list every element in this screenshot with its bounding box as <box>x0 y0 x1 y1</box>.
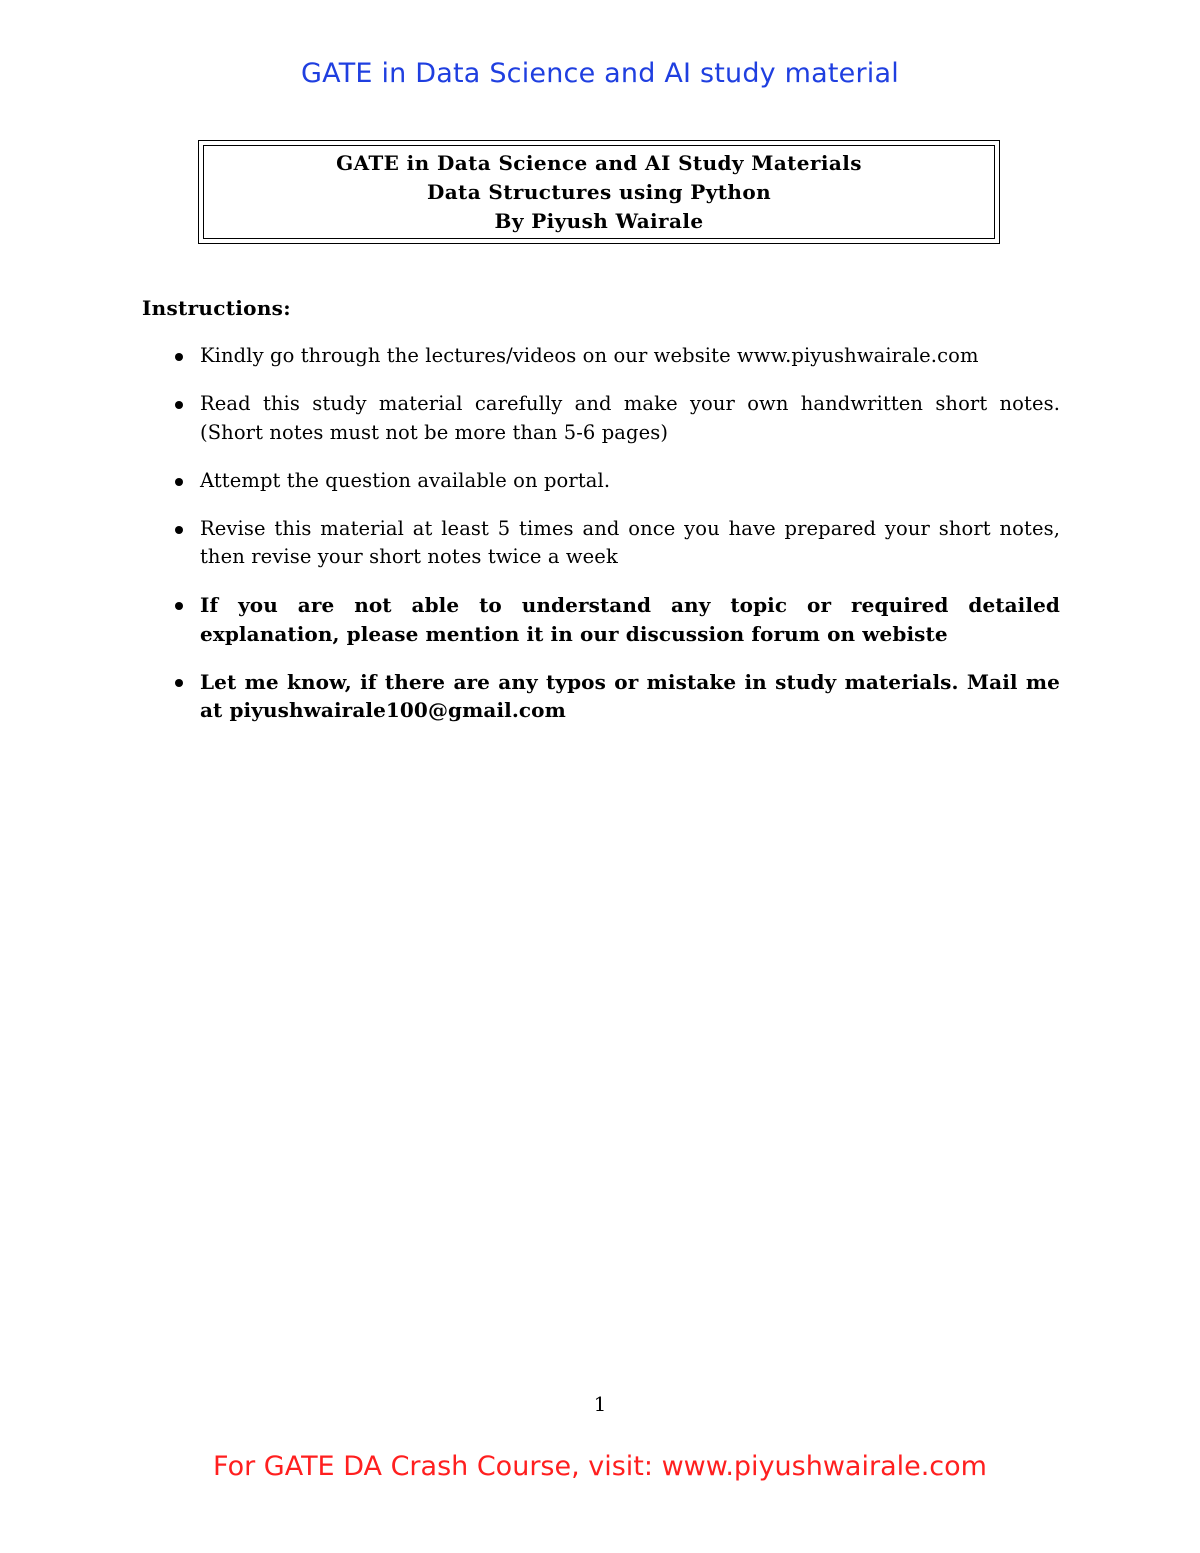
document-title: GATE in Data Science and AI Study Materials <box>336 150 862 175</box>
header-watermark-banner: GATE in Data Science and AI study material <box>301 58 899 89</box>
instruction-item-4 <box>142 515 1060 572</box>
bullet-icon <box>175 478 183 486</box>
instruction-item-1 <box>142 342 1060 371</box>
instruction-text: Let me know, if there are any typos or mistake in study materials. Mail me at piyushwairale100@gmail.com <box>200 669 1060 722</box>
document-subtitle: Data Structures using Python <box>426 179 772 204</box>
title-box <box>198 140 1000 244</box>
bullet-icon <box>175 602 183 610</box>
bullet-icon <box>175 353 183 361</box>
instructions-list <box>142 342 1060 744</box>
instruction-item-2 <box>142 390 1060 447</box>
bullet-icon <box>175 401 183 409</box>
bullet-icon <box>175 679 183 687</box>
bullet-icon <box>175 526 183 534</box>
instruction-text: Read this study material carefully and make your own handwritten short notes. (Short notes must not be more than 5-6 pages) <box>200 392 1060 444</box>
instructions-heading: Instructions: <box>142 296 291 320</box>
instruction-text: Attempt the question available on portal. <box>200 468 611 492</box>
instruction-text: Kindly go through the lectures/videos on our website www.piyushwairale.com <box>200 344 979 367</box>
instruction-item-3 <box>142 467 1060 496</box>
instruction-item-6 <box>142 668 1060 725</box>
instruction-text: If you are not able to understand any topic or required detailed explanation, please mention it in our discussion forum on webiste <box>200 593 1060 646</box>
document-author: By Piyush Wairale <box>494 208 704 233</box>
page-number: 1 <box>593 1392 607 1416</box>
instruction-text: Revise this material at least 5 times and once you have prepared your short notes, then revise your short notes twice a week <box>200 516 1060 568</box>
instruction-item-5 <box>142 591 1060 648</box>
title-box-inner <box>203 145 995 239</box>
footer-promo-banner: For GATE DA Crash Course, visit: www.piyushwairale.com <box>213 1451 987 1482</box>
